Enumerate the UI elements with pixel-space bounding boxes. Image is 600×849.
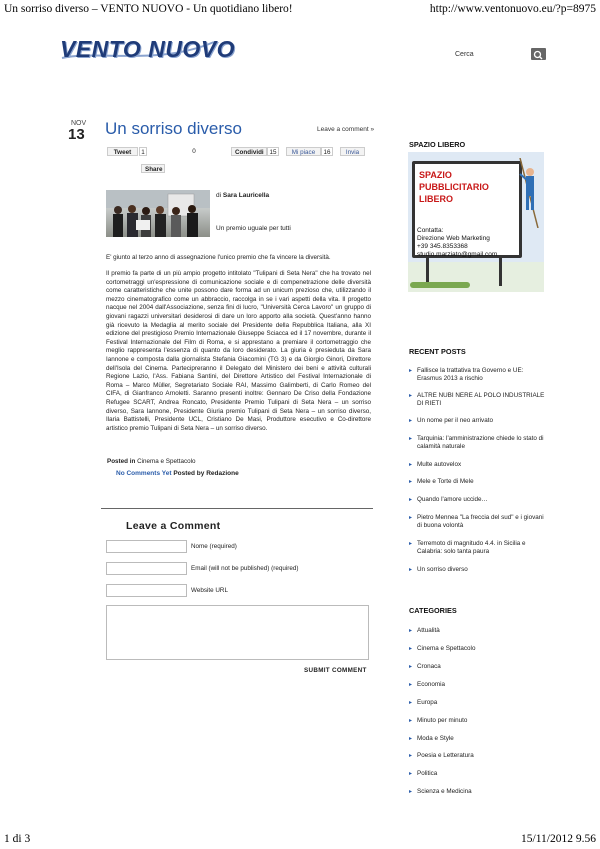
condividi-count: 15 xyxy=(267,147,279,156)
category-item[interactable]: ▸ Politica xyxy=(408,770,548,778)
send-button[interactable]: Invia xyxy=(340,147,365,156)
ad-contact xyxy=(417,227,497,259)
search-button[interactable] xyxy=(531,48,546,60)
print-page-title: Un sorriso diverso – VENTO NUOVO - Un quotidiano libero! xyxy=(4,3,293,15)
category-item[interactable]: ▸ Poesia e Letteratura xyxy=(408,752,548,760)
spazio-libero-heading: SPAZIO LIBERO xyxy=(409,140,466,149)
group-photo-image xyxy=(106,190,210,237)
share-zero-count: 0 xyxy=(192,148,196,155)
submit-comment-button[interactable]: SUBMIT COMMENT xyxy=(304,667,367,674)
search-icon xyxy=(531,49,546,61)
post-subtitle: Un premio uguale per tutti xyxy=(216,225,291,232)
posted-by-author-link[interactable]: Redazione xyxy=(206,470,239,477)
recent-post-item[interactable]: ▸ Multe autovelox xyxy=(408,461,548,469)
email-label: Email (will not be published) (required) xyxy=(191,565,299,572)
post-paragraph-2: Il premio fa parte di un più ampio progetto intitolato "Tulipani di Seta Nera" che ha trovato nel cortometraggi un'espressione di comunicazione sociale e di compenetrazione delle diversità come caratteristiche che unite possono dare forma ad un unicum prezioso che, utilizzando il mezzo cinematografico come un abbraccio, raccolga in se i vari aspetti della vita. Il progetto nacque nel 2004 dall'Associazione, senza fini di lucro, "Università Cerca Lavoro" un gruppo di giovani ragazzi universitari desiderosi di dare un loro apporto alla società. Quest'anno hanno già ricevuto la Medaglia al merito sociale del Presidente della Repubblica Italiana, alla XI edizione del prestigioso Premio Internazionale Giuseppe Sciacca ed il 17 novembre, durante il Festival Internazionale del Film di Roma, e si apprestano a premiare il cortometraggio che meglio rappresenta l'essenza di quanto da loro desiderato. La giuria è presieduta da Sara Iannone e composta dalla giornalista Stefania Giacomini (TG 3) e da Giorgio Ginori, Direttore dell'Isola del Cinema. Partecipreranno il Delegato del Ministero dei beni e attività culturali Regione Lazio, l'Ass. Fabiana Santini, del Direttore Artistico del Festival Internazionale di Roma – Marco Müller, Segretariato Sociale RAI, Massimo Galimberti, di Carlo Romeo del CIFA, di Gianfranco Arnoletti. Saranno presenti inoltre: Gennaro De Criso della Fondazione Refugee SCART, Andrea Roncato, Presidente Premio Tulipani di Seta Nera – un sorriso diverso, Sara Iannone, Presidente Giuria premio Tulipani di Seta Nera – un sorriso diverso, Ilaria Battistelli, Presidente UCL, Cristiano De Masi, Produttore esecutivo e Co-direttore artistico premio Tulipani di Seta Nera – un sorriso diverso. xyxy=(106,270,371,432)
recent-post-item[interactable]: ▸ Pietro Mennea "La freccia del sud" e i giovani di buona volontà xyxy=(408,514,548,530)
posted-in xyxy=(107,458,196,465)
category-item[interactable]: ▸ Moda e Style xyxy=(408,735,548,743)
category-item[interactable]: ▸ Europa xyxy=(408,699,548,707)
name-input[interactable] xyxy=(106,540,187,553)
ad-title-line: SPAZIO xyxy=(419,170,452,180)
posted-in-category-link[interactable]: Cinema e Spettacolo xyxy=(137,458,196,465)
leave-comment-heading: Leave a Comment xyxy=(126,520,221,532)
post-photo xyxy=(106,190,210,237)
search-input[interactable]: Cerca xyxy=(455,51,474,58)
category-item[interactable]: ▸ Scienza e Medicina xyxy=(408,788,548,796)
like-button[interactable]: Mi piace xyxy=(286,147,321,156)
ad-title-line: PUBBLICITARIO xyxy=(419,182,489,192)
share-button[interactable]: Share xyxy=(141,164,165,173)
post-byline xyxy=(216,192,269,199)
tweet-button[interactable]: Tweet xyxy=(107,147,138,156)
ad-contact-line: +39 345.8353368 xyxy=(417,243,468,250)
grass-decoration xyxy=(410,282,470,288)
byline-prefix: di xyxy=(216,192,222,199)
recent-post-item[interactable]: ▸ Quando l'amore uccide… xyxy=(408,496,548,504)
painter-figure xyxy=(518,158,540,228)
recent-post-item[interactable]: ▸ Tarquinia: l'amministrazione chiede lo stato di calamità naturale xyxy=(408,435,548,451)
email-input[interactable] xyxy=(106,562,187,575)
recent-post-item[interactable]: ▸ Un sorriso diverso xyxy=(408,566,548,574)
billboard-post xyxy=(499,258,502,286)
category-item[interactable]: ▸ Minuto per minuto xyxy=(408,717,548,725)
recent-post-item[interactable]: ▸ Mele e Torte di Mele xyxy=(408,478,548,486)
like-count: 16 xyxy=(321,147,333,156)
ad-contact-line: Contatta: xyxy=(417,227,444,234)
category-item[interactable]: ▸ Cronaca xyxy=(408,663,548,671)
print-url: http://www.ventonuovo.eu/?p=8975 xyxy=(429,3,596,15)
print-date: 15/11/2012 9.56 xyxy=(521,833,596,845)
ad-contact-line: studio.marziato@gmail.com xyxy=(417,251,498,258)
post-date-month: NOV xyxy=(71,120,87,127)
print-page-number: 1 di 3 xyxy=(4,833,31,845)
leave-comment-link[interactable]: Leave a comment » xyxy=(317,126,375,133)
logo-text[interactable]: VENTO NUOVO xyxy=(60,36,236,62)
no-comments-link[interactable]: No Comments Yet xyxy=(116,470,172,477)
ad-title-line: LIBERO xyxy=(419,194,454,204)
category-item[interactable]: ▸ Economia xyxy=(408,681,548,689)
name-label: Nome (required) xyxy=(191,543,237,550)
comment-textarea[interactable] xyxy=(106,605,369,660)
posted-in-label: Posted in xyxy=(107,458,136,465)
website-input[interactable] xyxy=(106,584,187,597)
tweet-count: 1 xyxy=(139,147,147,156)
post-date-day: 13 xyxy=(68,126,85,143)
recent-post-item[interactable]: ▸ ALTRE NUBI NERE AL POLO INDUSTRIALE DI RIETI xyxy=(408,392,548,408)
category-item[interactable]: ▸ Attualità xyxy=(408,627,548,635)
recent-post-item[interactable]: ▸ Fallisce la trattativa tra Governo e UE: Erasmus 2013 a rischio xyxy=(408,367,548,383)
condividi-button[interactable]: Condividi xyxy=(231,147,267,156)
ad-contact-line: Direzione Web Marketing xyxy=(417,235,490,242)
recent-post-item[interactable]: ▸ Terremoto di magnitudo 4.4. in Sicilia e Calabria: solo tanta paura xyxy=(408,540,548,556)
post-meta xyxy=(116,470,239,477)
posted-by-label: Posted by xyxy=(173,470,205,477)
categories-heading: CATEGORIES xyxy=(409,606,457,615)
divider xyxy=(101,508,373,509)
post-paragraph-1: E' giunto al terzo anno di assegnazione l'unico premio che fa vincere la diversità. xyxy=(106,254,331,261)
ad-title xyxy=(419,169,489,205)
recent-posts-heading: RECENT POSTS xyxy=(409,347,466,356)
post-title[interactable]: Un sorriso diverso xyxy=(105,119,242,138)
website-label: Website URL xyxy=(191,587,228,594)
recent-post-item[interactable]: ▸ Un nome per il neo arrivato xyxy=(408,417,548,425)
post-author[interactable]: Sara Lauricella xyxy=(222,192,270,199)
category-item[interactable]: ▸ Cinema e Spettacolo xyxy=(408,645,548,653)
